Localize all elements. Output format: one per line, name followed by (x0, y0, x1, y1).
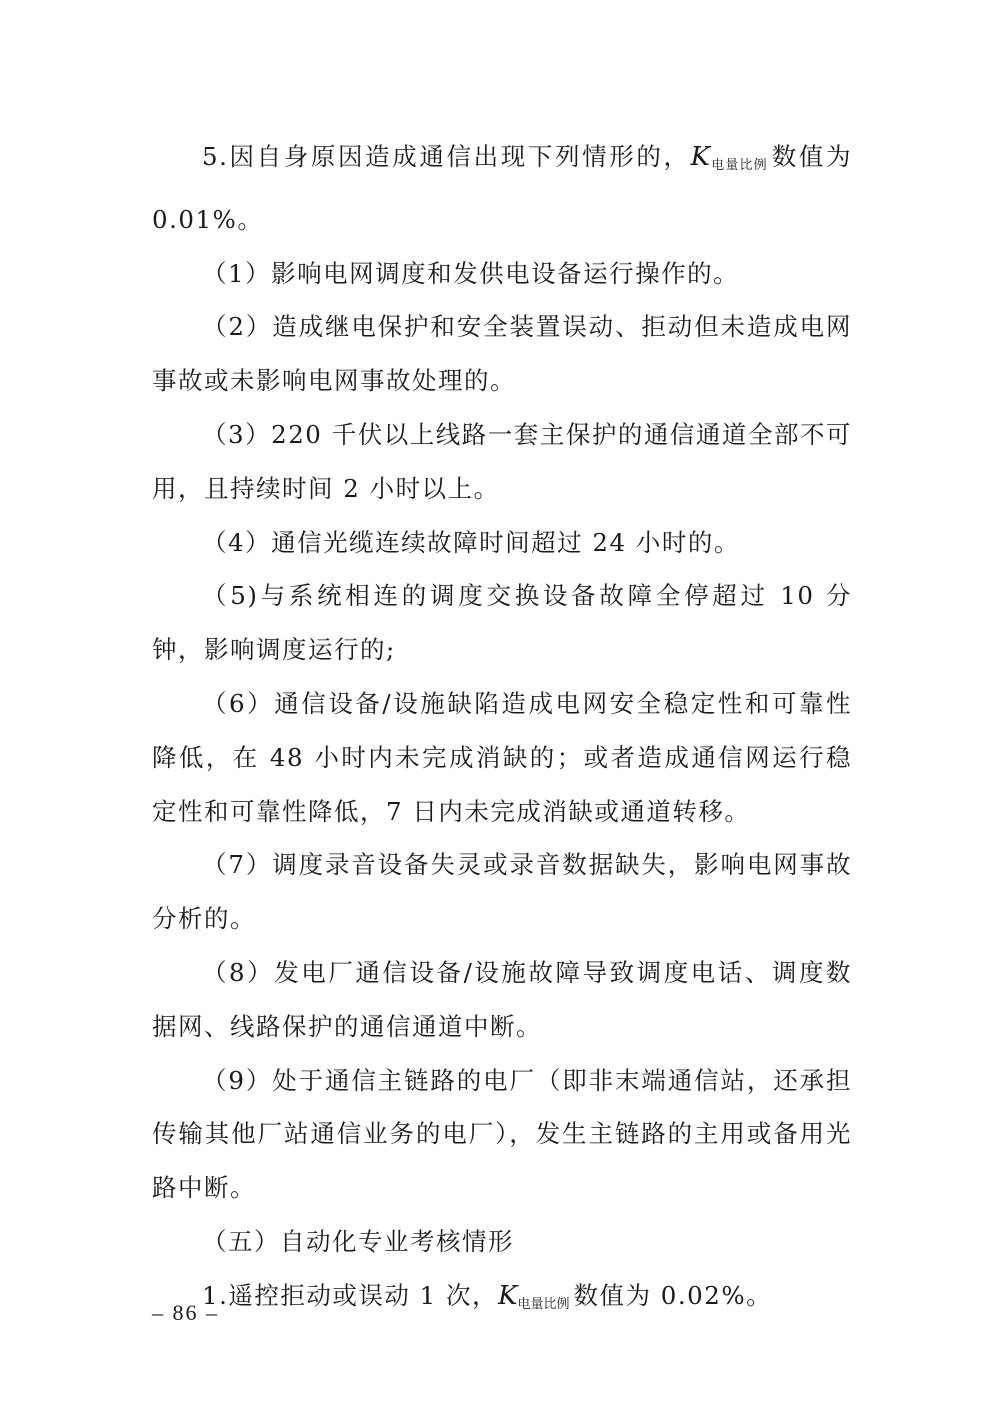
item-1: （1）影响电网调度和发供电设备运行操作的。 (202, 258, 740, 288)
item-3: （3）220 千伏以上线路一套主保护的通信通道全部不可用，且持续时间 2 小时以上。 (152, 419, 852, 503)
item-8: （8）发电厂通信设备/设施故障导致调度电话、调度数据网、线路保护的通信通道中断。 (152, 957, 852, 1041)
k-symbol: K (690, 142, 711, 172)
item-5: （5)与系统相连的调度交换设备故障全停超过 10 分钟，影响调度运行的; (152, 581, 852, 665)
item-4: （4）通信光缆连续故障时间超过 24 小时的。 (202, 527, 740, 557)
k-subscript: 电量比例 (710, 158, 768, 173)
page-number: – 86 – (152, 1300, 219, 1325)
k-subscript: 电量比例 (517, 1296, 570, 1312)
item-9: （9）处于通信主链路的电厂（即非末端通信站，还承担传输其他厂站通信业务的电厂），发生主链路的主用或备用光路中断。 (152, 1065, 852, 1203)
k-symbol: K (498, 1280, 518, 1311)
item-6: （6）通信设备/设施缺陷造成电网安全稳定性和可靠性降低，在 48 小时内未完成消缺的；或者造成通信网运行稳定性和可靠性降低，7 日内未完成消缺或通道转移。 (152, 688, 852, 826)
paragraph-5: 5.因自身原因造成通信出现下列情形的，$K_{电量比例}$ 数值为 0.01%。 (152, 142, 853, 234)
item-2: （2）造成继电保护和安全装置误动、拒动但未造成电网事故或未影响电网事故处理的。 (152, 312, 852, 396)
section-heading-automation: （五）自动化专业考核情形 (202, 1226, 514, 1256)
item-7: （7）调度录音设备失灵或录音数据缺失，影响电网事故分析的。 (152, 850, 852, 934)
body-text (152, 130, 852, 1332)
paragraph-automation-1: 1.遥控拒动或误动 1 次，$K_{电量比例}$ 数值为 0.02%。 (202, 1280, 773, 1312)
